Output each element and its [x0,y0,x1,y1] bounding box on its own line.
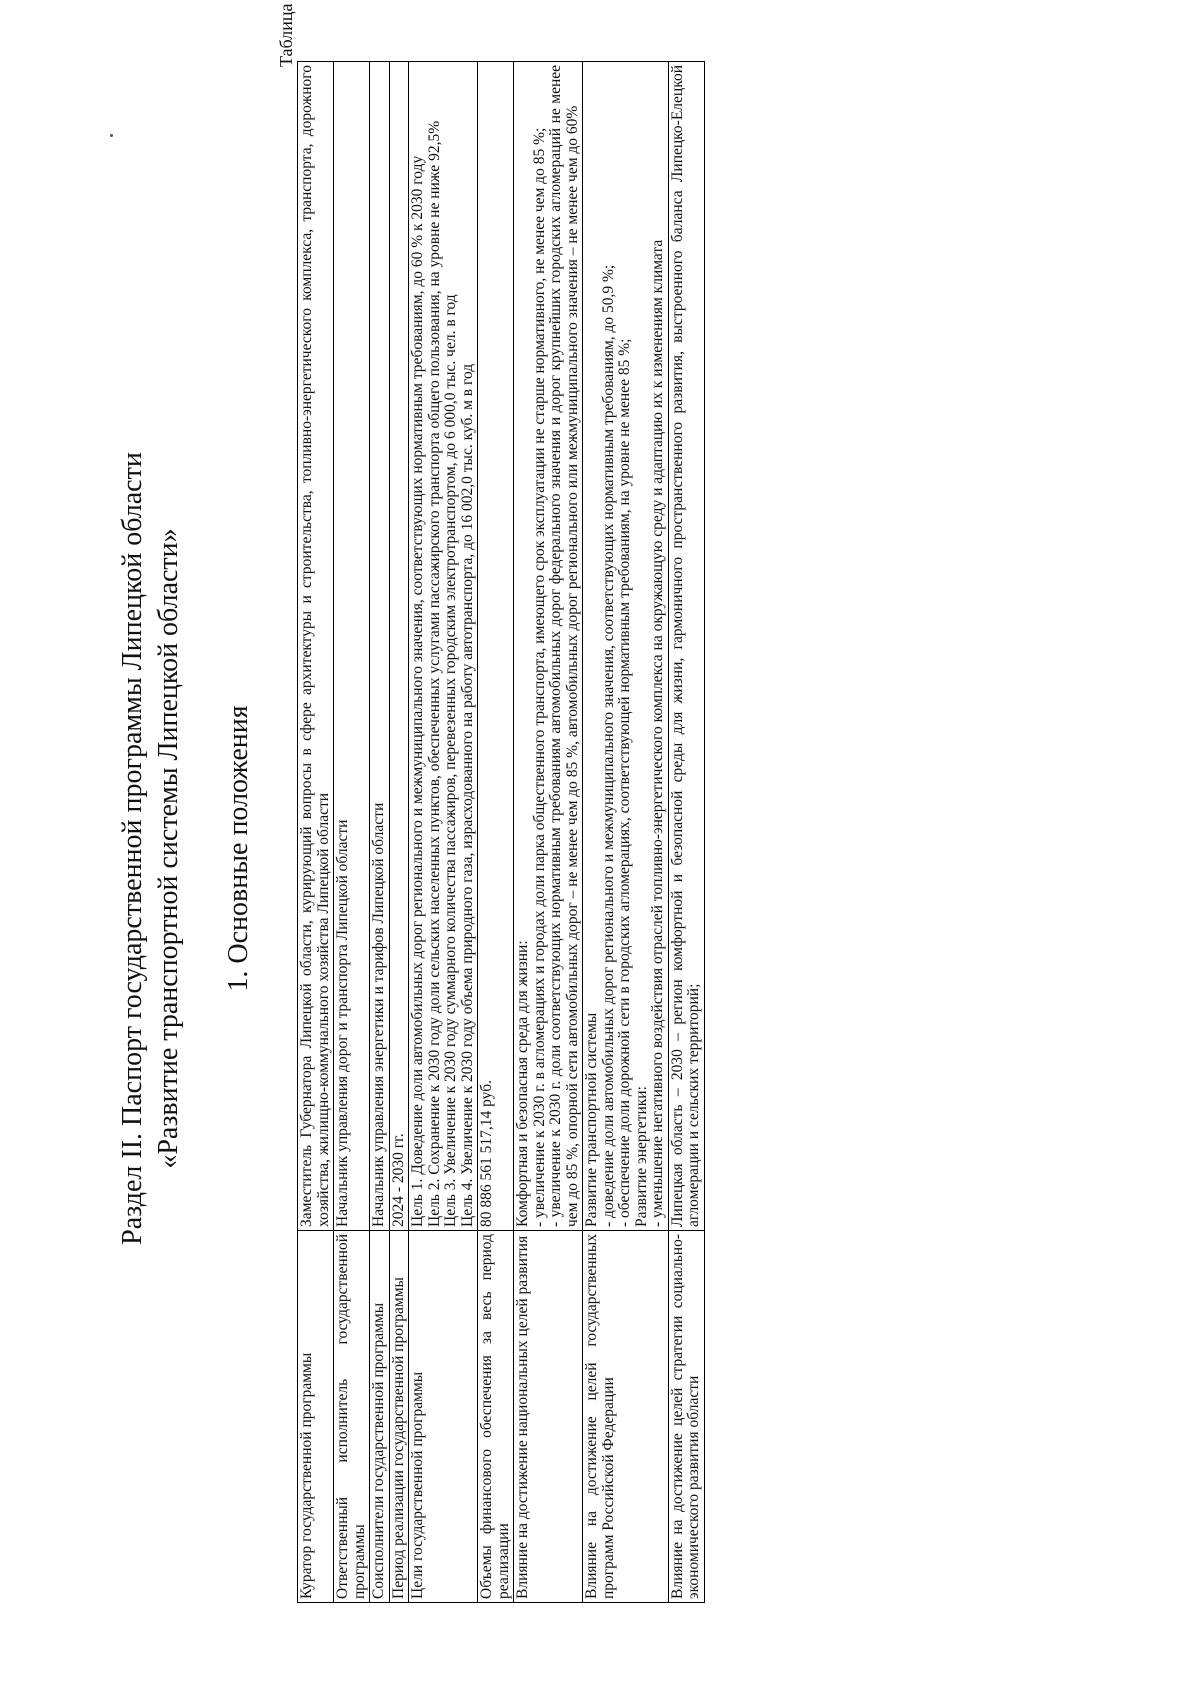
value-line: Комфортная и безопасная среда для жизни: [514,940,531,1227]
title-line-1: Раздел II. Паспорт государственной программы Липецкой области [117,452,148,1245]
document-title [115,0,187,1697]
row-value [668,62,704,1231]
table-row [389,62,409,1603]
table-row [514,62,583,1603]
table-caption: Таблица [276,3,296,67]
passport-table [297,61,705,1603]
row-label: Куратор государственной программы [298,1231,334,1603]
table-row [298,62,334,1603]
row-label: Влияние на достижение целей стратегии социально-экономического развития области [668,1231,704,1603]
table-row [668,62,704,1603]
value-line: Цель 4. Увеличение к 2030 году объема природного газа, израсходованного на работу автотранспорта, до 16 002,0 тыс. куб. м в год [458,363,476,1227]
table-row [409,62,478,1603]
row-value [478,62,514,1231]
value-line: Липецкая область – 2030 – регион комфортной и безопасной среды для жизни, гармоничного пространственного развития, выстроенного баланса Липецко-Елецкой агломерации и сельских территорий; [668,65,702,1227]
row-value [298,62,334,1231]
passport-table-body [298,62,705,1603]
row-label: Объемы финансового обеспечения за весь период реализации [478,1231,514,1603]
row-label: Период реализации государственной программы [389,1231,409,1603]
row-value [334,62,370,1231]
row-label: Ответственный исполнитель государственной программы [334,1231,370,1603]
row-value [389,62,409,1231]
row-value [514,62,583,1231]
value-line: Цель 3. Увеличение к 2030 году суммарного количества пассажиров, перевезенных городским электротранспортом, до 6 000,0 тыс. чел. в год [442,294,459,1227]
value-line: 2024 - 2030 гг. [389,1133,407,1227]
value-line: Развитие энергетики: [632,1086,650,1227]
value-line: - обеспечение доли дорожной сети в городских агломерациях, соответствующей нормативным требованиям, на уровне не менее 85 %; [616,338,633,1227]
table-row [370,62,390,1603]
value-line: 80 886 561 517,14 руб. [478,1080,495,1227]
table-row [583,62,669,1603]
value-line: - увеличение к 2030 г. доли соответствующих нормативным требованиям автомобильных дорог федерального значения и дорог крупнейших городских агломераций не менее чем до 85 %, опорной сети автомобильных дорог – не менее чем до 85 %, автомобильных дорог регионального или межмуниципального значения – не менее чем до 60% [547,65,581,1227]
value-line: - доведение доли автомобильных дорог регионального и межмуниципального значения, соответствующих нормативным требованиям, до 50,9 %; [599,264,617,1227]
scan-speck [110,134,113,137]
row-value [370,62,390,1231]
value-line: - увеличение к 2030 г. в агломерациях и городах доли парка общественного транспорта, имеющего срок эксплуатации не старше нормативного, не менее чем до 85 %; [530,127,548,1227]
value-line: Цель 2. Сохранение к 2030 году доли сельских населенных пунктов, обеспеченных услугами пассажирского транспорта общего пользования, на уровне не ниже 92,5% [425,120,443,1227]
value-line: Цель 1. Доведение доли автомобильных дорог регионального и межмуниципального значения, соответствующих нормативным требованиям, до 60 % к 2030 году [409,155,426,1227]
value-line: Заместитель Губернатора Липецкой области, курирующий вопросы в сфере архитектуры и строительства, топливно-энергетического комплекса, транспорта, дорожного хозяйства, жилищно-коммунального хозяйства Липецкой области [298,65,332,1227]
row-label: Соисполнители государственной программы [370,1231,390,1603]
table-row [478,62,514,1603]
row-label: Влияние на достижение национальных целей развития [514,1231,583,1603]
title-line-2: «Развитие транспортной системы Липецкой области» [153,528,184,1169]
value-line: Начальник управления энергетики и тарифов Липецкой области [370,802,387,1227]
value-line: Начальник управления дорог и транспорта Липецкой области [334,819,351,1227]
row-label: Влияние на достижение целей государственных программ Российской Федерации [583,1231,669,1603]
row-value [583,62,669,1231]
row-value [409,62,478,1231]
table-row [334,62,370,1603]
value-line: Развитие транспортной системы [583,1012,600,1227]
value-line: - уменьшение негативного воздействия отраслей топливно-энергетического комплекса на окружающую среду и адаптацию их к изменениям климата [649,239,666,1227]
row-label: Цели государственной программы [409,1231,478,1603]
section-heading: 1. Основные положения [223,705,254,992]
